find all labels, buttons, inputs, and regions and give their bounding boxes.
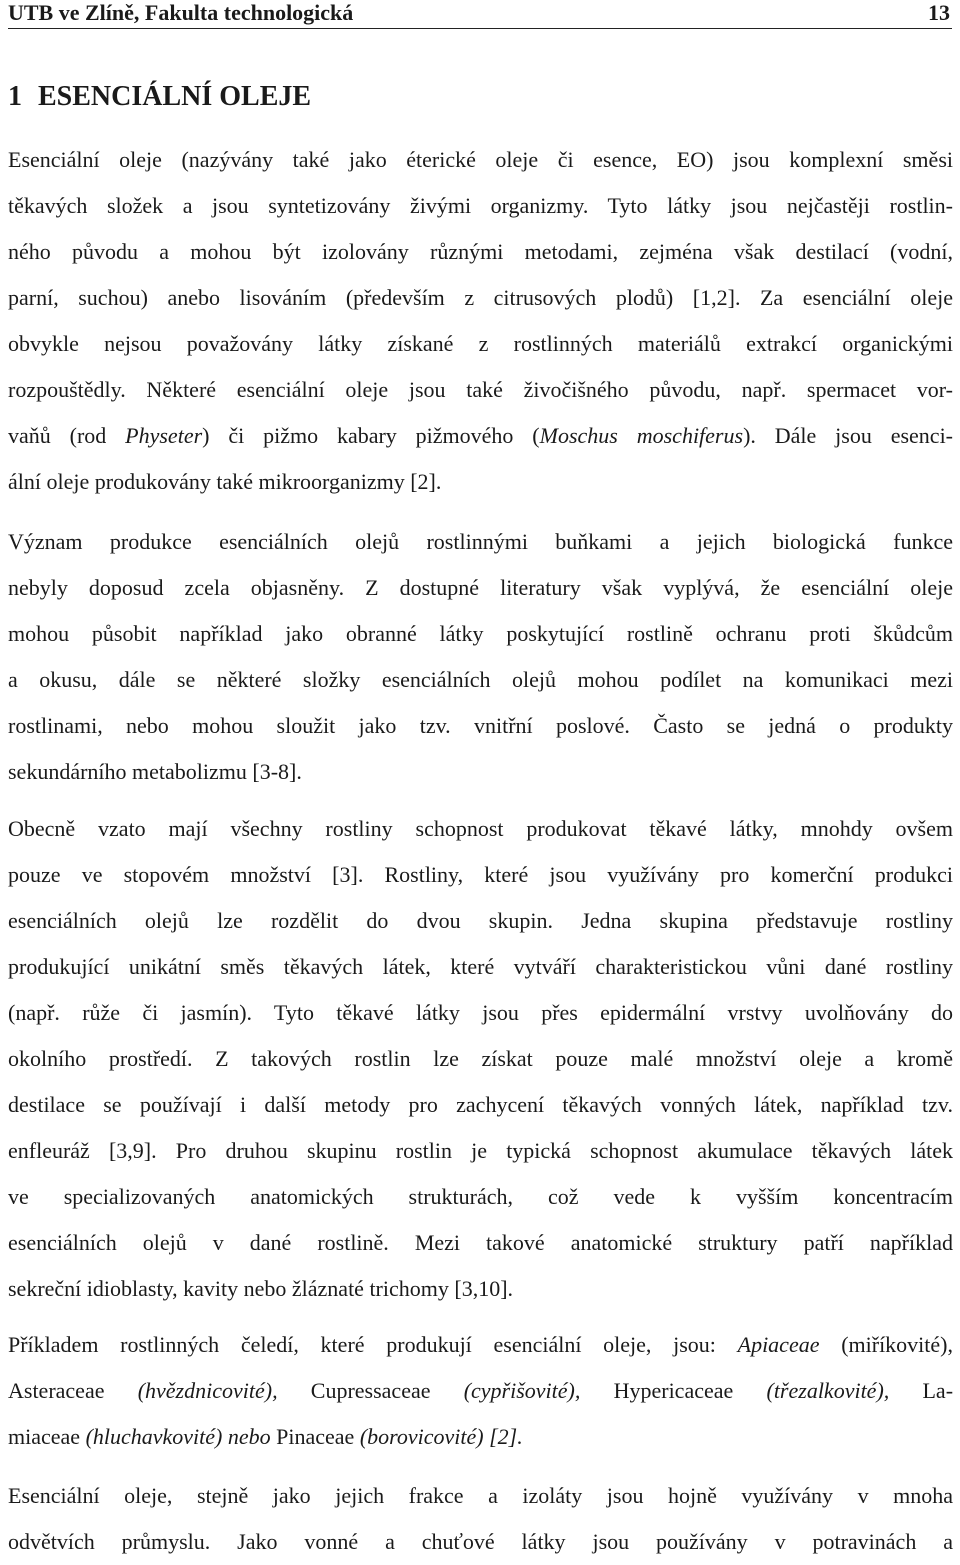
text-run: Příkladem rostlinných čeledí, které produkují esenciální oleje, jsou:	[8, 1332, 738, 1357]
text-run: vaňů (rod	[8, 423, 126, 448]
paragraph-4	[8, 1322, 953, 1460]
text-run: destilace se používají i další metody pro zachycení těkavých vonných látek, například tzv.	[8, 1092, 953, 1117]
text-run: rozpouštědly. Některé esenciální oleje jsou také živočišného původu, např. spermacet vor-	[8, 377, 953, 402]
paragraph-5	[8, 1473, 953, 1565]
text-run: Pinaceae	[276, 1424, 355, 1449]
text-run: okolního prostředí. Z takových rostlin lze získat pouze malé množství oleje a kromě	[8, 1046, 953, 1071]
text-line	[8, 1473, 953, 1519]
italic-term: Physeter	[125, 423, 203, 448]
text-line	[8, 898, 953, 944]
text-line	[8, 852, 953, 898]
text-run: a okusu, dále se některé složky esenciálních olejů mohou podílet na komunikaci mezi	[8, 667, 953, 692]
text-run: rostlinami, nebo mohou sloužit jako tzv. vnitřní poslové. Často se jedná o produkty	[8, 713, 953, 738]
text-run: La-	[922, 1378, 954, 1403]
text-run: nebyly doposud zcela objasněny. Z dostupné literatury však vyplývá, že esenciální oleje	[8, 575, 953, 600]
text-line	[8, 703, 953, 749]
text-line	[8, 137, 953, 183]
text-run: parní, suchou) anebo lisováním (především z citrusových plodů) [1,2]. Za esenciální oleje	[8, 285, 953, 310]
text-line	[8, 1174, 953, 1220]
paragraph-1	[8, 137, 953, 505]
text-line	[8, 1519, 953, 1565]
italic-term: Moschus moschiferus	[539, 423, 744, 448]
italic-term: (borovicovité) [2].	[354, 1424, 523, 1449]
text-run: ného původu a mohou být izolovány různými metodami, zejména však destilací (vodní,	[8, 239, 953, 264]
italic-term: (hluchavkovité) nebo	[80, 1424, 277, 1449]
text-line	[8, 565, 953, 611]
paragraph-2	[8, 519, 953, 795]
text-run: (např. růže či jasmín). Tyto těkavé látky jsou přes epidermální vrstvy uvolňovány do	[8, 1000, 953, 1025]
text-run: odvětvích průmyslu. Jako vonné a chuťové látky jsou používány v potravinách a	[8, 1529, 953, 1554]
chapter-number: 1	[8, 81, 22, 112]
text-line	[8, 229, 953, 275]
text-line	[8, 944, 953, 990]
paragraph-3	[8, 806, 953, 1312]
text-run: pouze ve stopovém množství [3]. Rostliny, které jsou využívány pro komerční produkci	[8, 862, 953, 887]
text-run: esenciálních olejů lze rozdělit do dvou skupin. Jedna skupina představuje rostliny	[8, 908, 953, 933]
text-line	[8, 519, 953, 565]
text-line	[8, 275, 953, 321]
text-run: obvykle nejsou považovány látky získané z rostlinných materiálů extrakcí organickými	[8, 331, 953, 356]
text-line	[8, 459, 953, 505]
text-run: ve specializovaných anatomických strukturách, což vede k vyšším koncentracím	[8, 1184, 953, 1209]
text-run: ální oleje produkovány také mikroorganizmy [2].	[8, 469, 442, 494]
text-line	[8, 657, 953, 703]
text-run: těkavých složek a jsou syntetizovány živými organizmy. Tyto látky jsou nejčastěji rostlin-	[8, 193, 953, 218]
text-run: ). Dále jsou esenci-	[743, 423, 954, 448]
text-line	[8, 367, 953, 413]
page-header	[8, 0, 952, 29]
text-line	[8, 1220, 953, 1266]
italic-term: (cypřišovité),	[430, 1378, 614, 1403]
text-run: Obecně vzato mají všechny rostliny schopnost produkovat těkavé látky, mnohdy ovšem	[8, 816, 953, 841]
text-run: sekundárního metabolizmu [3-8].	[8, 759, 302, 784]
text-line	[8, 1322, 953, 1368]
text-run: Asteraceae	[8, 1378, 105, 1403]
text-run: (miříkovité),	[819, 1332, 953, 1357]
italic-term: (třezalkovité),	[733, 1378, 923, 1403]
text-run: Esenciální oleje (nazývány také jako éterické oleje či esence, EO) jsou komplexní směsi	[8, 147, 953, 172]
text-run: enfleuráž [3,9]. Pro druhou skupinu rostlin je typická schopnost akumulace těkavých látek	[8, 1138, 953, 1163]
text-line	[8, 611, 953, 657]
text-run: sekreční idioblasty, kavity nebo žláznaté trichomy [3,10].	[8, 1276, 514, 1301]
text-line	[8, 806, 953, 852]
italic-term: Apiaceae	[737, 1332, 820, 1357]
text-run: produkující unikátní směs těkavých látek, které vytváří charakteristickou vůni dané rostliny	[8, 954, 953, 979]
text-run: Význam produkce esenciálních olejů rostlinnými buňkami a jejich biologická funkce	[8, 529, 953, 554]
text-run: Cupressaceae	[310, 1378, 431, 1403]
text-line	[8, 413, 953, 459]
header-page-number: 13	[928, 0, 950, 25]
text-line	[8, 1266, 953, 1312]
chapter-title: ESENCIÁLNÍ OLEJE	[38, 81, 312, 112]
text-line	[8, 1368, 953, 1414]
text-run: miaceae	[8, 1424, 81, 1449]
text-run: esenciálních olejů v dané rostlině. Mezi takové anatomické struktury patří například	[8, 1230, 953, 1255]
text-line	[8, 1414, 953, 1460]
text-line	[8, 990, 953, 1036]
text-line	[8, 183, 953, 229]
text-run: ) či pižmo kabary pižmového (	[202, 423, 540, 448]
text-line	[8, 1128, 953, 1174]
chapter-heading	[8, 80, 311, 114]
text-run: Hypericaceae	[613, 1378, 734, 1403]
text-line	[8, 1082, 953, 1128]
text-line	[8, 321, 953, 367]
text-run: Esenciální oleje, stejně jako jejich frakce a izoláty jsou hojně využívány v mnoha	[8, 1483, 953, 1508]
header-institution: UTB ve Zlíně, Fakulta technologická	[8, 0, 354, 25]
text-run: mohou působit například jako obranné látky poskytující rostlině ochranu proti škůdcům	[8, 621, 953, 646]
italic-term: (hvězdnicovité),	[104, 1378, 311, 1403]
text-line	[8, 749, 953, 795]
text-line	[8, 1036, 953, 1082]
